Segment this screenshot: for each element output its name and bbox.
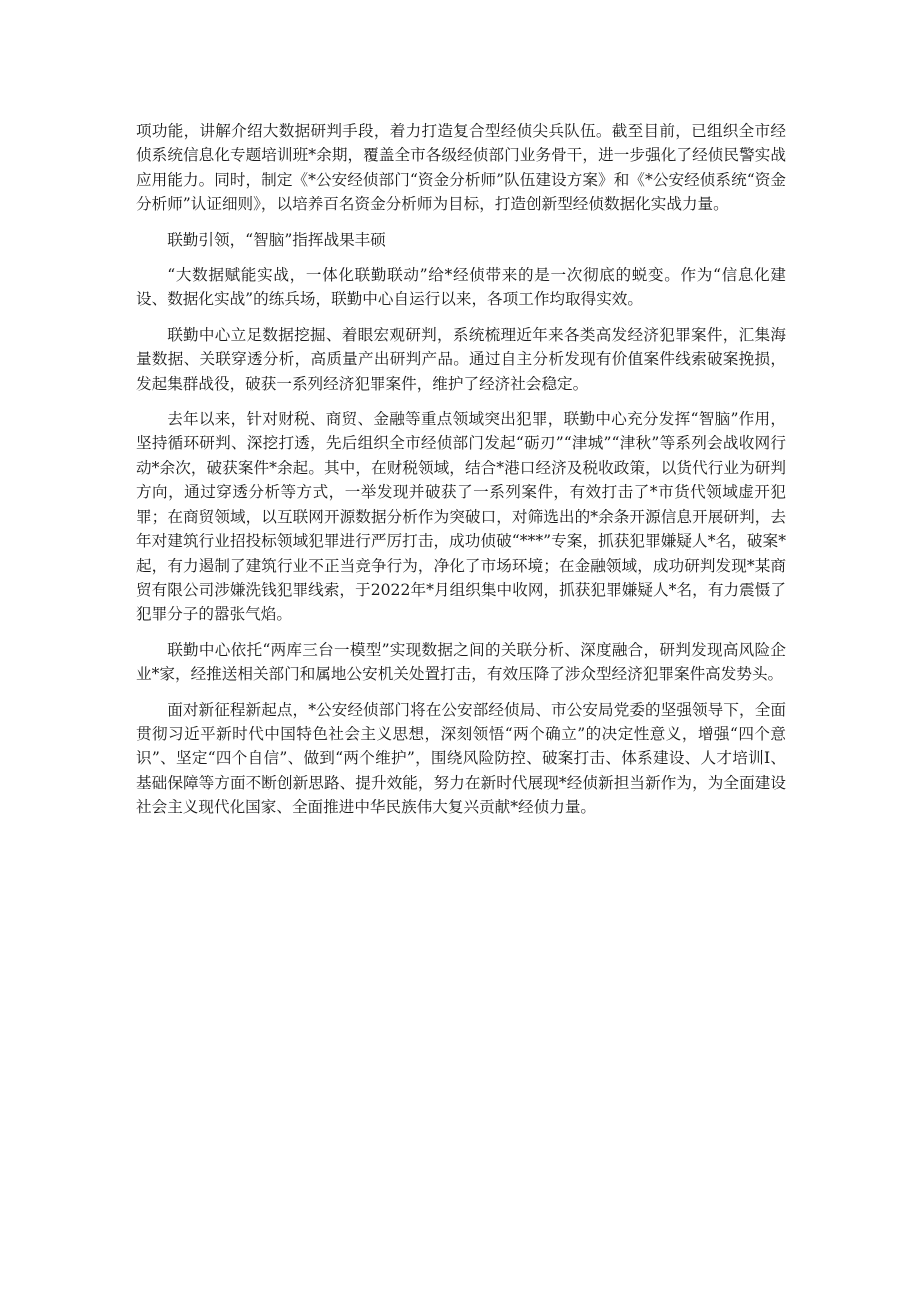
paragraph: 联勤中心依托“两库三台一模型”实现数据之间的关联分析、深度融合，研判发现高风险企业*家，经推送相关部门和属地公安机关处置打击，有效压降了涉众型经济犯罪案件高发势头。 (136, 640, 786, 684)
paragraph: 去年以来，针对财税、商贸、金融等重点领域突出犯罪，联勤中心充分发挥“智脑”作用，坚持循环研判、深挖打透，先后组织全市经侦部门发起“砺刃”“津城”“津秋”等系列会战收网行动*余次，破获案件*余起。其中，在财税领域，结合*港口经济及税收政策，以货代行业为研判方向，通过穿透分析等方式，一举发现并破获了一系列案件，有效打击了*市货代领域虚开犯罪；在商贸领域，以互联网开源数据分析作为突破口，对筛选出的*余条开源信息开展研判，去年对建筑行业招投标领域犯罪进行严厉打击，成功侦破“***”专案，抓获犯罪嫌疑人*名，破案*起，有力遏制了建筑行业不正当竞争行为，净化了市场环境；在金融领域，成功研判发现*某商贸有限公司涉嫌洗钱犯罪线索，于2022年*月组织集中收网，抓获犯罪嫌疑人*名，有力震慑了犯罪分子的嚣张气焰。 (136, 410, 786, 624)
paragraph: 联勤中心立足数据挖掘、着眼宏观研判，系统梳理近年来各类高发经济犯罪案件，汇集海量数据、关联穿透分析，高质量产出研判产品。通过自主分析发现有价值案件线索破案挽损，发起集群战役，破获一系列经济犯罪案件，维护了经济社会稳定。 (136, 325, 786, 393)
paragraph: 面对新征程新起点，*公安经侦部门将在公安部经侦局、市公安局党委的坚强领导下，全面贯彻习近平新时代中国特色社会主义思想，深刻领悟“两个确立”的决定性意义，增强“四个意识”、坚定“四个自信”、做到“两个维护”，围绕风险防控、破案打击、体系建设、人才培训Ⅰ、基础保障等方面不断创新思路、提升效能，努力在新时代展现*经侦新担当新作为，为全面建设社会主义现代化国家、全面推进中华民族伟大复兴贡献*经侦力量。 (136, 700, 786, 817)
paragraph-continuation: 项功能，讲解介绍大数据研判手段，着力打造复合型经侦尖兵队伍。截至目前，已组织全市经侦系统信息化专题培训班*余期，覆盖全市各级经侦部门业务骨干，进一步强化了经侦民警实战应用能力。同时，制定《*公安经侦部门“资金分析师”队伍建设方案》和《*公安经侦系统“资金分析师”认证细则》，以培养百名资金分析师为目标，打造创新型经侦数据化实战力量。 (136, 122, 786, 214)
document-body (136, 119, 786, 831)
paragraph: “大数据赋能实战，一体化联勤联动”给*经侦带来的是一次彻底的蜕变。作为“信息化建设、数据化实战”的练兵场，联勤中心自运行以来，各项工作均取得实效。 (136, 266, 786, 309)
section-heading: 联勤引领，“智脑”指挥战果丰硕 (167, 230, 386, 249)
